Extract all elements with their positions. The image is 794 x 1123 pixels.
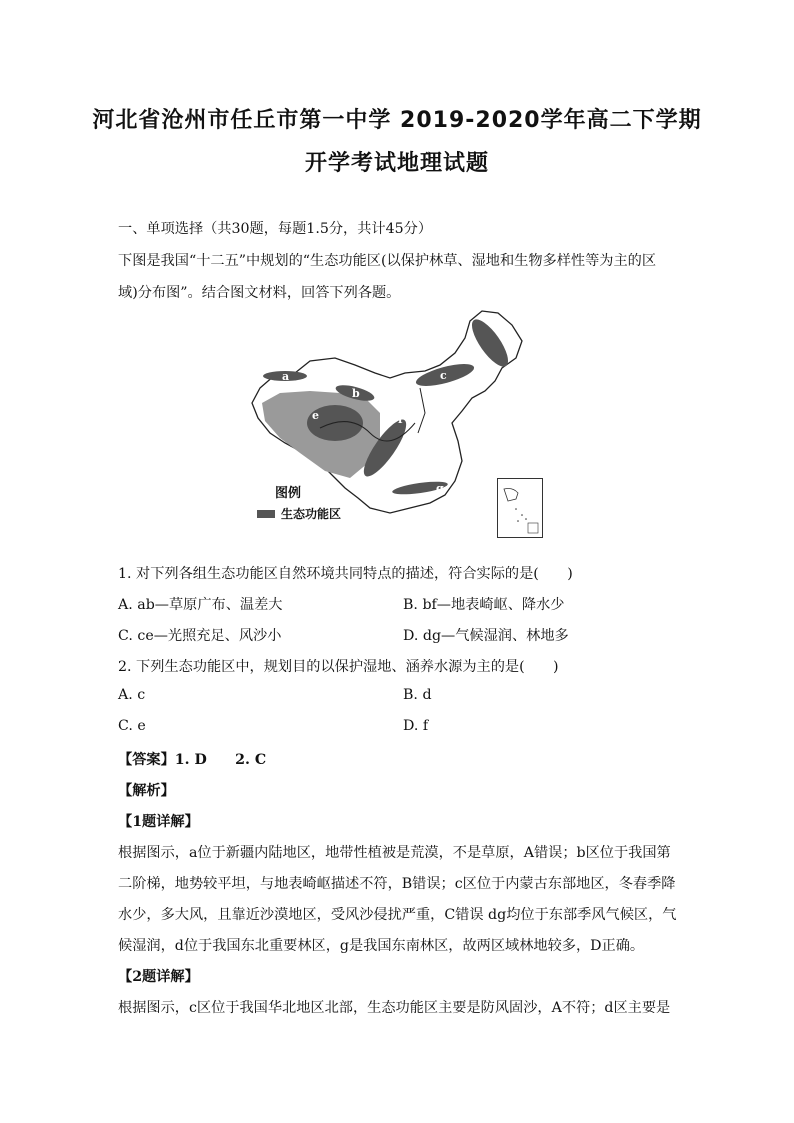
q2-detail-label: 【2题详解】 xyxy=(118,969,199,985)
question-1-stem: 1. 对下列各组生态功能区自然环境共同特点的描述，符合实际的是( ) xyxy=(118,566,573,582)
south-china-sea-inset xyxy=(497,478,543,538)
document-title-line1: 河北省沧州市任丘市第一中学 2019-2020学年高二下学期 xyxy=(92,108,702,133)
analysis-label: 【解析】 xyxy=(118,783,175,799)
legend-item xyxy=(257,505,341,522)
q1-detail-line: 水少，多大风，且靠近沙漠地区，受风沙侵扰严重，C错误 dg均位于东部季风气候区，气 xyxy=(118,907,677,923)
question-2-option-a: A. c xyxy=(118,687,146,703)
legend-title: 图例 xyxy=(275,486,302,501)
question-2-stem: 2. 下列生态功能区中，规划目的以保护湿地、涵养水源为主的是( ) xyxy=(118,659,559,675)
question-1-option-c: C. ce—光照充足、风沙小 xyxy=(118,628,282,644)
zone-label-e: e xyxy=(312,409,319,422)
q2-detail-line: 根据图示，c区位于我国华北地区北部，生态功能区主要是防风固沙，A不符；d区主要是 xyxy=(118,1000,671,1016)
q1-detail-line: 二阶梯，地势较平坦，与地表崎岖描述不符，B错误；c区位于内蒙古东部地区，冬春季降 xyxy=(118,876,676,892)
zone-label-d: d xyxy=(488,317,496,330)
intro-line1: 下图是我国“十二五”中规划的“生态功能区(以保护林草、湿地和生物多样性等为主的区 xyxy=(118,253,657,269)
zone-label-f: f xyxy=(398,413,403,426)
section-header: 一、单项选择（共30题，每题1.5分，共计45分） xyxy=(118,221,433,237)
legend-swatch xyxy=(257,510,275,518)
q1-detail-line: 候湿润，d位于我国东北重要林区，g是我国东南林区，故两区域林地较多，D正确。 xyxy=(118,938,645,954)
zone-label-a: a xyxy=(282,370,290,383)
legend-item-label: 生态功能区 xyxy=(281,507,342,521)
intro-line2: 域)分布图”。结合图文材料，回答下列各题。 xyxy=(118,285,401,301)
zone-label-c: c xyxy=(440,369,447,382)
question-1-option-d: D. dg—气候湿润、林地多 xyxy=(403,628,569,644)
question-1-option-a: A. ab—草原广布、温差大 xyxy=(118,597,283,613)
zone-label-b: b xyxy=(352,387,360,400)
question-2-option-c: C. e xyxy=(118,718,146,734)
answer-line: 【答案】1. D 2. C xyxy=(118,752,267,768)
question-2-option-b: B. d xyxy=(403,687,432,703)
q1-detail-line: 根据图示，a位于新疆内陆地区，地带性植被是荒漠，不是草原，A错误；b区位于我国第 xyxy=(118,845,671,861)
zone-label-g: g xyxy=(436,482,444,495)
question-2-option-d: D. f xyxy=(403,718,429,734)
document-title-line2: 开学考试地理试题 xyxy=(304,151,489,176)
question-1-option-b: B. bf—地表崎岖、降水少 xyxy=(403,597,565,613)
q1-detail-label: 【1题详解】 xyxy=(118,814,199,830)
